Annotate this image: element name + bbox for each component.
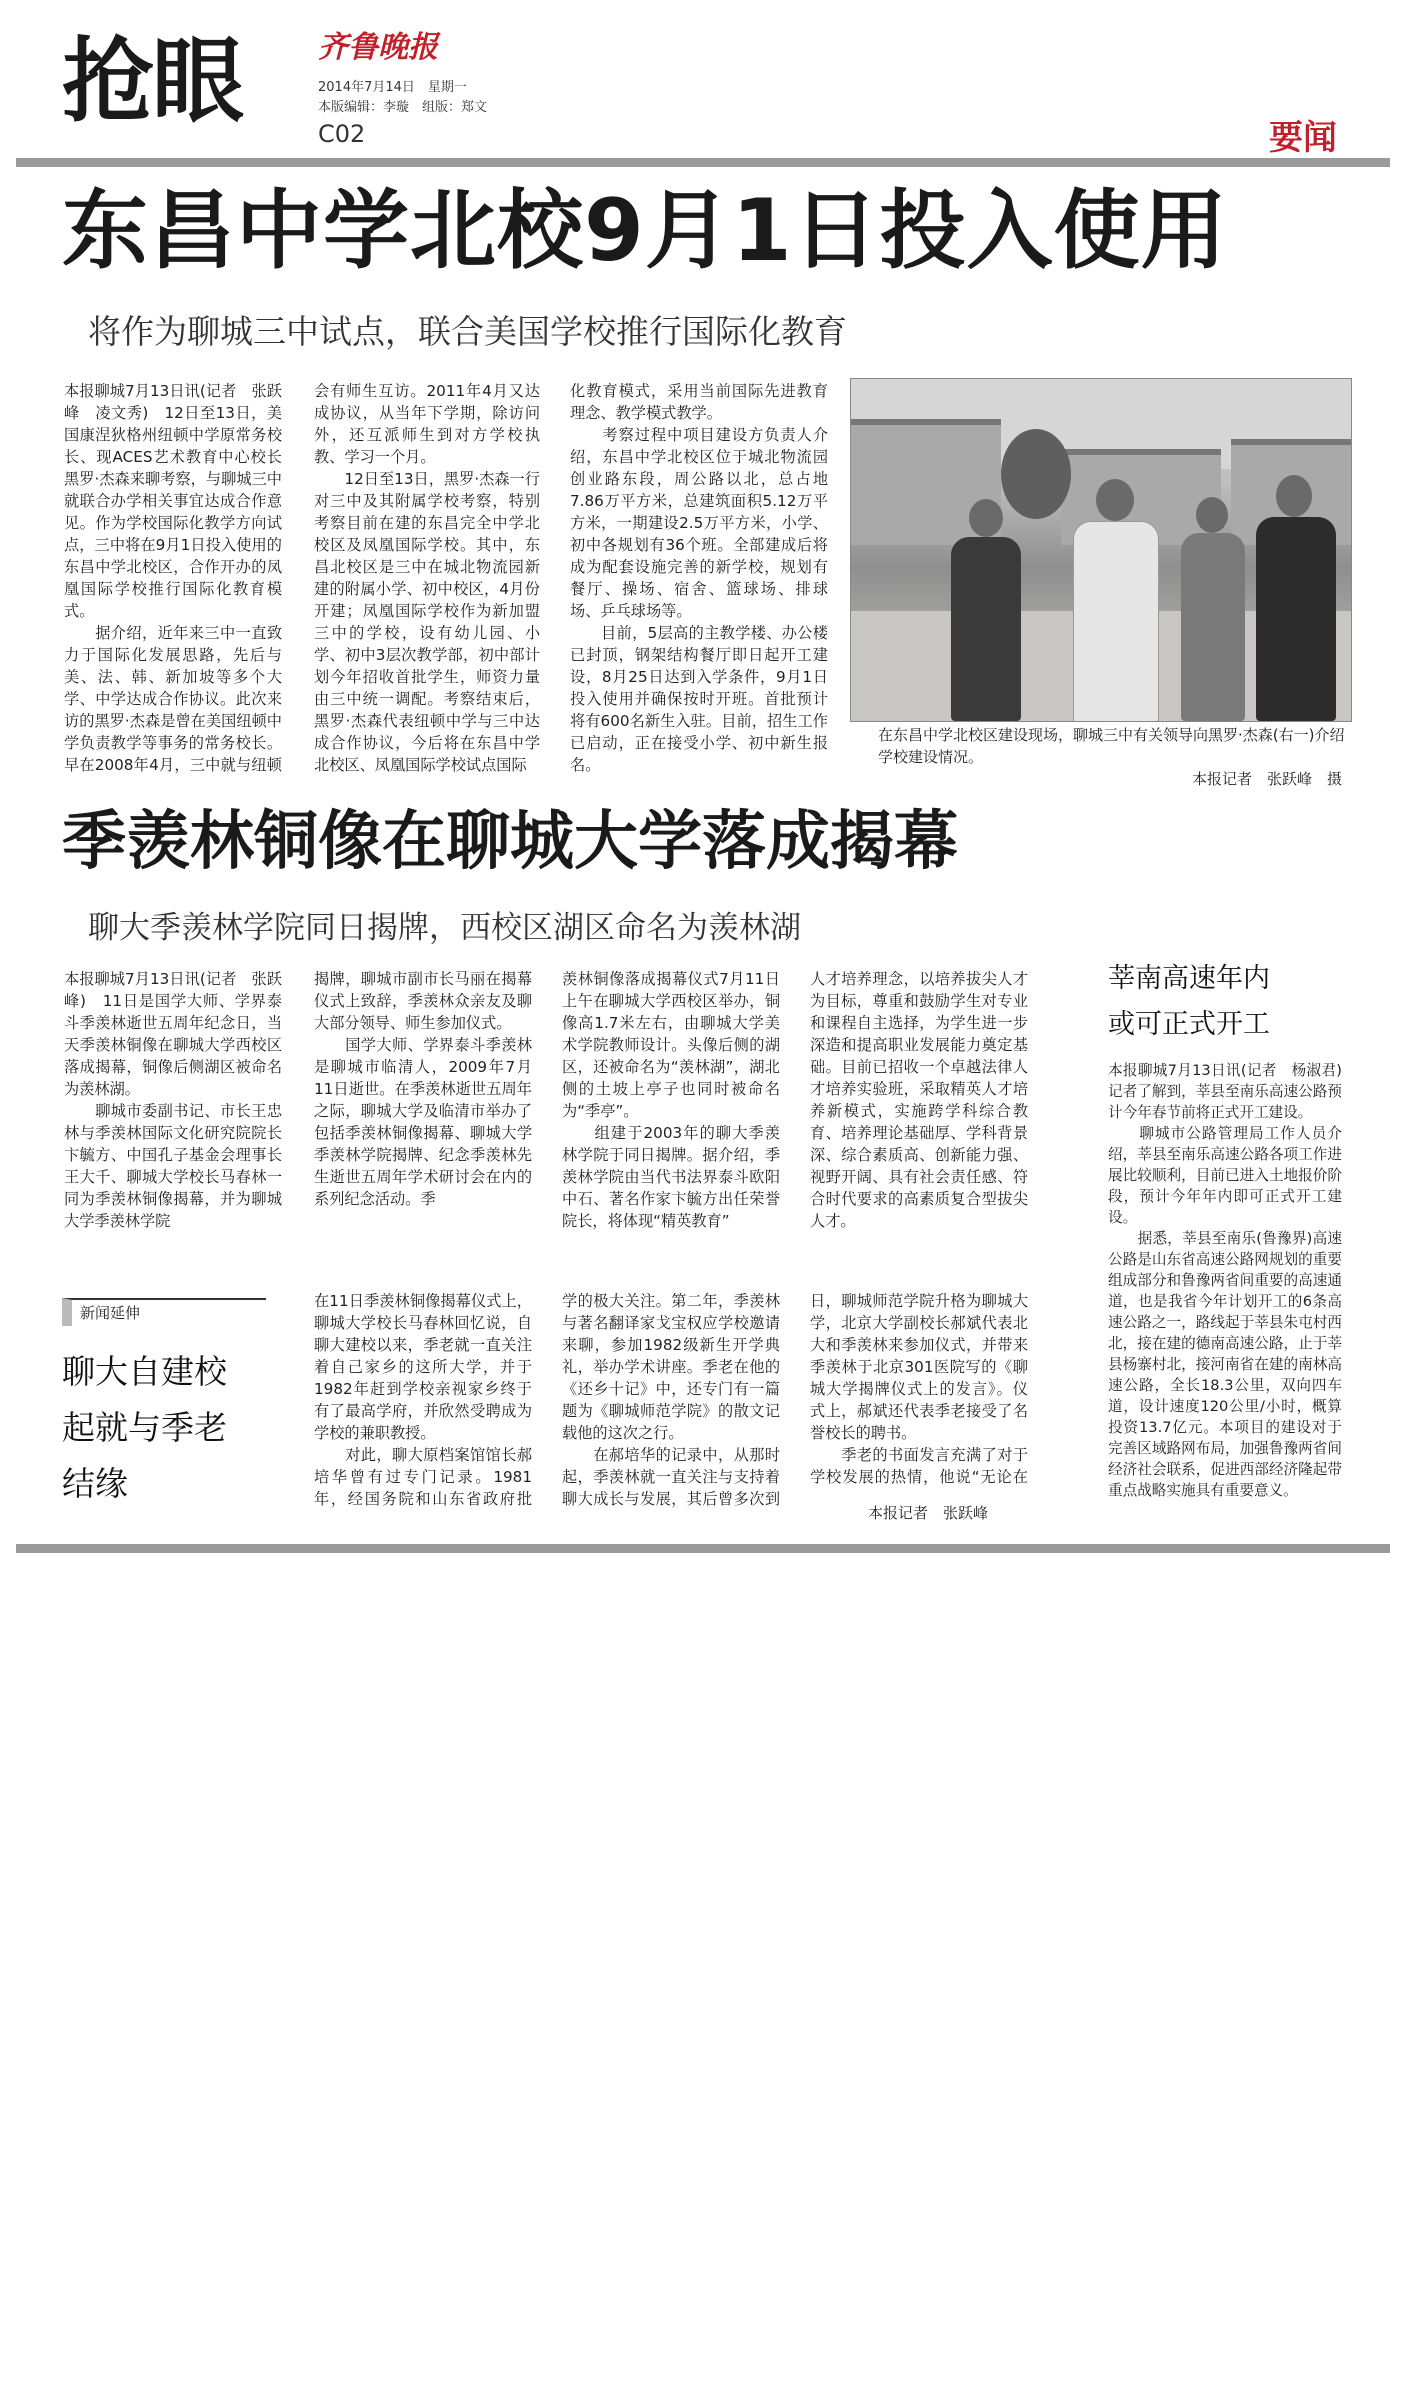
story1-headline: 东昌中学北校9月1日投入使用 bbox=[62, 181, 1228, 281]
story1-photo bbox=[850, 378, 1352, 722]
story2-headline: 季羡林铜像在聊城大学落成揭幕 bbox=[62, 805, 958, 879]
story1-photo-caption bbox=[878, 724, 1348, 790]
date-line: 2014年7月14日 星期一 bbox=[318, 80, 467, 95]
top-divider bbox=[16, 158, 1390, 167]
section-title-big: 抢眼 bbox=[62, 28, 243, 135]
feature-column-3: 日，聊城师范学院升格为聊城大学，北京大学副校长郝斌代表北大和季羡林来参加仪式，并带来季羡林于北京301医院写的《聊城大学揭牌仪式上的发言》。仪式上，郝斌还代表季老接受了名誉校长的聘书。 季老的书面发言充满了对于学校发展的热情，他说“无论在 bbox=[810, 1292, 1028, 1486]
story2-column-4: 人才培养理念，以培养拔尖人才为目标，尊重和鼓励学生对专业和课程自主选择，为学生进一步深造和提高职业发展能力奠定基础。目前已招收一个卓越法律人才培养实验班，采取精英人才培养新模式，实施跨学科综合教育、培养理论基础厚、学科背景深、综合素质高、创新能力强、视野开阔、具有社会责任感、符合时代要求的高素质复合型拔尖人才。 bbox=[810, 970, 1028, 1230]
story1-column-1: 本报聊城7月13日讯(记者 张跃峰 凌文秀) 12日至13日，美国康涅狄格州纽顿中学原常务校长、现ACES艺术教育中心校长黑罗·杰森来聊考察，与聊城三中就联合办学相关事宜达成合作意见。作为学校国际化教学方向试点，三中将在9月1日投入使用的东昌中学北校区，合作开办的凤凰国际学校推行国际化教育模式。 据介绍，近年来三中一直致力于国际化发展思路，先后与美、法、韩、新加坡等多个大学、中学达成合作协议。此次来访的黑罗·杰森是曾在美国纽顿中学负责教学等事务的常务校长。早在2008年4月，三中就与纽顿 bbox=[64, 382, 282, 774]
brief-title-line-1: 莘南高速年内 bbox=[1108, 963, 1270, 994]
story2-column-3: 羡林铜像落成揭幕仪式7月11日上午在聊城大学西校区举办，铜像高1.7米左右，由聊城大学美术学院教师设计。头像后侧的湖区，还被命名为“羡林湖”，湖北侧的土坡上亭子也同时被命名为“季亭”。 组建于2003年的聊大季羡林学院于同日揭牌。据介绍，季羡林学院由当代书法界泰斗欧阳中石、著名作家卞毓方出任荣誉院长，将体现“精英教育” bbox=[562, 970, 780, 1230]
brief-title-line-2: 或可正式开工 bbox=[1108, 1009, 1270, 1040]
section-tag: 要闻 bbox=[1269, 118, 1337, 158]
feature-column-1: 在11日季羡林铜像揭幕仪式上，聊城大学校长马春林回忆说，自聊大建校以来，季老就一直关注着自己家乡的这所大学，并于1982年赶到学校亲视家乡终于有了最高学府，并欣然受聘成为学校的兼职教授。 对此，聊大原档案馆馆长郝培华曾有过专门记录。1981年，经国务院和山东省政府批 bbox=[314, 1292, 532, 1508]
story1-column-3: 化教育模式，采用当前国际先进教育理念、教学模式教学。 考察过程中项目建设方负责人介绍，东昌中学北校区位于城北物流园创业路东段，周公路以北，总占地7.86万平方米，总建筑面积5.12万平方米，一期建设2.5万平方米，小学、初中各规划有36个班。全部建成后将成为配套设施完善的新学校，规划有餐厅、操场、宿舍、篮球场、排球场、乒乓球场等。 目前，5层高的主教学楼、办公楼已封顶，钢架结构餐厅即日起开工建设，8月25日达到入学条件，9月1日投入使用并确保按时开班。首批预计将有600名新生入驻。目前，招生工作已启动，正在接受小学、初中新生报名。 bbox=[570, 382, 828, 774]
newspaper-logo: 齐鲁晚报 bbox=[318, 30, 438, 65]
story1-column-2: 会有师生互访。2011年4月又达成协议，从当年下学期，除访问外，还互派师生到对方学校执教、学习一个月。 12日至13日，黑罗·杰森一行对三中及其附属学校考察，特别考察目前在建的东昌完全中学北校区及凤凰国际学校。其中，东昌北校区是三中在城北物流园新建的附属小学、初中校区，4月份开建；凤凰国际学校作为新加盟三中的学校，设有幼儿园、小学、初中3层次教学部，初中部计划今年招收首批学生，师资力量由三中统一调配。考察结束后，黑罗·杰森代表纽顿中学与三中达成合作协议，今后将在东昌中学北校区、凤凰国际学校试点国际 bbox=[314, 382, 540, 774]
story1-subhead: 将作为聊城三中试点，联合美国学校推行国际化教育 bbox=[88, 312, 847, 351]
page-number: C02 bbox=[318, 120, 366, 148]
photo-caption-text: 在东昌中学北校区建设现场，聊城三中有关领导向黑罗·杰森(右一)介绍学校建设情况。 bbox=[878, 726, 1345, 766]
feature-column-2: 学的极大关注。第二年，季羡林与著名翻译家戈宝权应学校邀请来聊，参加1982级新生开学典礼，举办学术讲座。季老在他的《还乡十记》中，还专门有一篇题为《聊城师范学院》的散文记载他的这次之行。 在郝培华的记录中，从那时起，季羡林就一直关注与支持着聊大成长与发展，其后曾多次到 bbox=[562, 1292, 780, 1508]
feature-title: 聊大自建校起就与季老结缘 bbox=[62, 1352, 227, 1503]
story2-column-2: 揭牌，聊城市副市长马丽在揭幕仪式上致辞，季羡林众亲友及聊大部分领导、师生参加仪式。 国学大师、学界泰斗季羡林是聊城市临清人，2009年7月11日逝世。在季羡林逝世五周年之际，聊城大学及临清市举办了包括季羡林铜像揭幕、聊城大学季羡林学院揭牌、纪念季羡林先生逝世五周年学术研讨会在内的系列纪念活动。季 bbox=[314, 970, 532, 1208]
brief-body: 本报聊城7月13日讯(记者 杨淑君) 记者了解到，莘县至南乐高速公路预计今年春节前将正式开工建设。 聊城市公路管理局工作人员介绍，莘县至南乐高速公路各项工作进展比较顺利，目前已进入土地报价阶段，预计今年年内即可正式开工建设。 据悉，莘县至南乐(鲁豫界)高速公路是山东省高速公路网规划的重要组成部分和鲁豫两省间重要的高速通道，也是我省今年计划开工的6条高速公路之一，路线起于莘县朱屯村西北，接在建的德南高速公路，止于莘县杨寨村北，接河南省在建的南林高速公路，全长18.3公里，双向四车道，设计速度120公里/小时，概算投资13.7亿元。本项目的建设对于完善区域路网布局，加强鲁豫两省间经济社会联系，促进西部经济隆起带重点战略实施具有重要意义。 bbox=[1108, 1062, 1342, 1499]
story2-subhead: 聊大季羡林学院同日揭牌，西校区湖区命名为羡林湖 bbox=[88, 910, 801, 946]
editor-line: 本版编辑：李璇 组版：郑文 bbox=[318, 100, 488, 115]
story2-column-1: 本报聊城7月13日讯(记者 张跃峰) 11日是国学大师、学界泰斗季羡林逝世五周年纪念日，当天季羡林铜像在聊城大学西校区落成揭幕，铜像后侧湖区被命名为羡林湖。 聊城市委副书记、市长王忠林与季羡林国际文化研究院院长卞毓方、中国孔子基金会理事长王大千、聊城大学校长马春林一同为季羡林铜像揭幕，并为聊城大学季羡林学院 bbox=[64, 970, 282, 1230]
feature-byline: 本报记者 张跃峰 bbox=[868, 1504, 989, 1522]
news-extension-label: 新闻延伸 bbox=[62, 1298, 266, 1326]
photo-credit: 本报记者 张跃峰 摄 bbox=[1191, 770, 1342, 788]
bottom-divider bbox=[16, 1544, 1390, 1553]
